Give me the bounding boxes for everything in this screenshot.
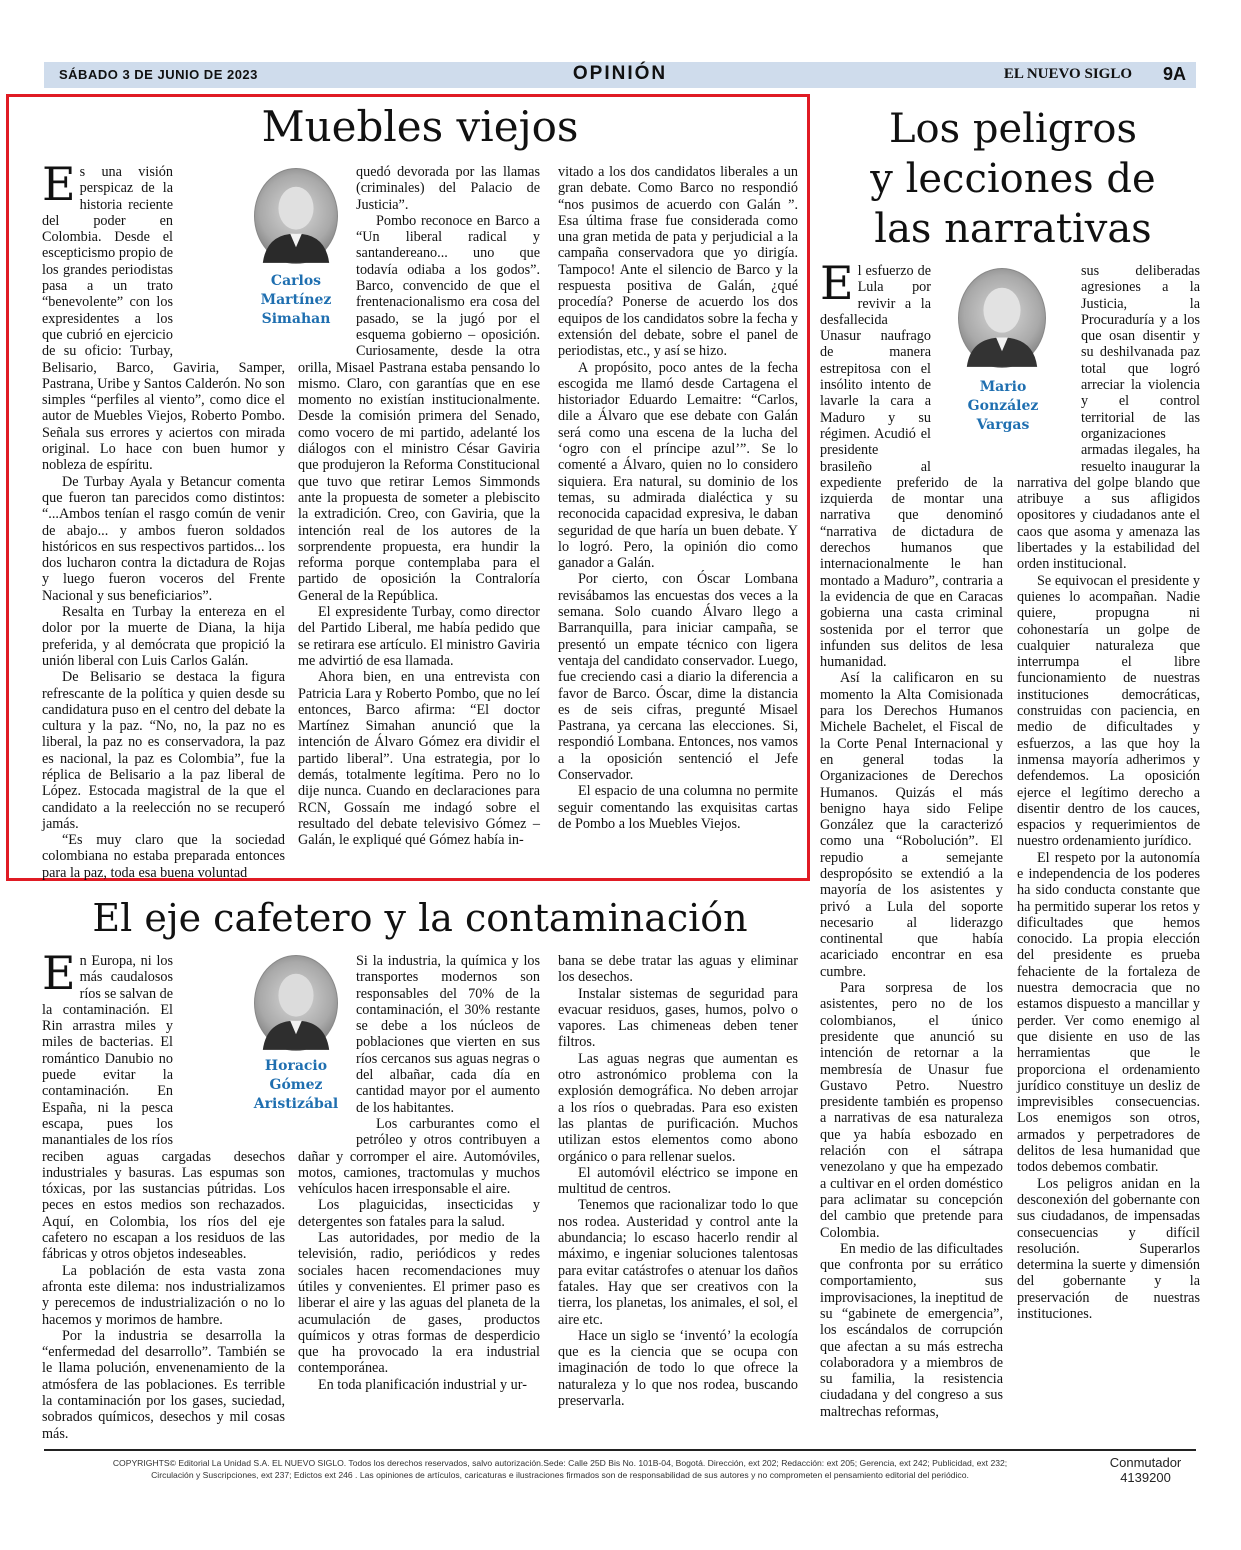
paragraph: A propósito, poco antes de la fecha escogida me llamó desde Cartagena el historiador Eduardo Lemaitre: “Carlos, dile a Álvaro que ese debate con Galán será como una escena de la lucha del ‘ogro con el príncipe azul’”. Se lo comenté a Álvaro, quien no lo considero siquiera. Era natural, su dominio de los temas, su admirada dialéctica y su reconocida capacidad expresiva, le daban seguridad de que haría un buen debate. Y lo logró. Pero, la opinión dio como ganador a Galán. [558, 359, 798, 572]
paragraph: El respeto por la autonomía e independencia de los poderes ha sido conducta constante que ha permitido superar los retos y dificultades que hemos conocido. La propia elección del presidente es prueba fehaciente de la fortaleza de nuestra democracia que no estamos dispuesto a mancillar y perder. Ver como enemigo al que disiente en uso de las herramientas que le proporciona el ordenamiento jurídico constituye un desliz de imprevisibles consecuencias. Los enemigos son otros, armados y perpetradores de delitos de lesa humanidad que todos debemos combatir. [1017, 849, 1200, 1176]
paragraph: Hace un siglo se ‘inventó’ la ecología que es la ciencia que se ocupa con imaginación de todo lo que ofrece la naturaleza y lo que nos rodea, buscando preservarla. [558, 1327, 798, 1410]
title-line: las narrativas [874, 206, 1152, 252]
paragraph: La población de esta vasta zona afronta este dilema: nos industrializamos y perecemos de industrialización o no lo hacemos y morimos de hambre. [42, 1262, 285, 1328]
author-last-name: González [967, 398, 1039, 414]
page-number: 9A [1162, 64, 1186, 84]
drop-cap: E [820, 256, 854, 310]
article-title-los-peligros [818, 104, 1208, 254]
paragraph: sus deliberadas agresiones a la Justicia, la Procuraduría y a los que osan disentir y su deshilvanada paz total que logró arreciar la violencia y el control territorial de las organizaciones armadas ilegales, ha resuelto inaugurar la narrativa del golpe blando que atribuye a sus afligidos opositores y ciudadanos ante el caos que asoma y amenaza las libertades y la estabilidad del orden institucional. [1017, 263, 1200, 573]
paragraph: Por la industria se desarrolla la “enfermedad del desarrollo”. También se le llama polución, envenenamiento de la atmósfera de las poblaciones. Es terrible la contaminación por los gases, suciedad, sobrados químicos, desechos y mil cosas más. [42, 1327, 285, 1442]
footer-rule [44, 1449, 1196, 1451]
paragraph: Resalta en Turbay la entereza en el dolor por la muerte de Diana, la hija preferida, y al demócrata que propició la unión liberal con Luis Carlos Galán. [42, 604, 285, 669]
paragraph: Ahora bien, en una entrevista con Patricia Lara y Roberto Pombo, que no leí entonces, Barco afirma: “El doctor Martínez Simahan anunció que la intención de Álvaro Gómez era dividir el partido liberal”. Una estrategia, por lo demás, totalmente legítima. Pero no lo dije nunca. Cuando en declaraciones para RCN, Gossaín me indagó sobre el resultado del debate televisivo Gómez – Galán, le expliqué qué Gómez había in- [298, 669, 540, 849]
header-date: SÁBADO 3 DE JUNIO DE 2023 [59, 67, 258, 82]
author-last-name: Gómez [269, 1077, 323, 1093]
paragraph-text: n Europa, ni los más caudalosos ríos se salvan de la contaminación. El Rin arrastra miles y miles de bacterias. El romántico Danubio no puede evitar la contaminación. En España, ni la pesca escapa, pues los manantiales de los ríos reciben aguas cargadas desechos industriales y basuras. Las espumas son tóxicas, por las sustancias pútridas. Los peces en estos medios son rechazados. Aquí, en Colombia, los ríos del eje cafetero no escapan a los residuos de las fábricas y otros objetos indeseables. [42, 953, 285, 1263]
paragraph: “Es muy claro que la sociedad colombiana no estaba preparada entonces para la paz, toda esa buena voluntad [42, 832, 285, 881]
paragraph: Para sorpresa de los asistentes, pero no de los colombianos, el único presidente que anunció su intención de retornar a la membresía de Unasur fue Gustavo Petro. Nuestro presidente también es propenso a narrativas de esa naturaleza que ya había esbozado en relación con el sátrapa venezolano y que ha empezado a cultivar en el orden doméstico para aclimatar su concepción del cambio que pretende para Colombia. [820, 980, 1003, 1241]
footer-line: Circulación y Suscripciones, ext 237; Edictos ext 246 . Las opiniones de artículos, caricaturas e ilustraciones firmados son de responsabilidad de sus autores y no comprometen el pensamiento editorial del periódico. [151, 1470, 969, 1480]
paragraph: Se equivocan el presidente y quienes lo acompañan. Nadie quiere, propugna ni cohonestaría un golpe de cualquier naturaleza que interrumpa el libre funcionamiento de nuestras instituciones democráticas, construidas con paciencia, en medio de dificultades y esfuerzos, a las que hoy la inmensa mayoría adherimos y defendemos. La oposición ejerce el legítimo derecho a disentir dentro de los cauces, espacios y requerimientos de nuestro ordenamiento jurídico. [1017, 572, 1200, 850]
section-title: OPINIÓN [572, 63, 668, 84]
page-header [44, 62, 1196, 88]
switchboard-number: 4139200 [1120, 1470, 1171, 1485]
article-column [42, 157, 285, 881]
article-column [42, 946, 285, 1442]
article-column [298, 164, 540, 869]
title-line: Los peligros [888, 106, 1138, 152]
paragraph: bana se debe tratar las aguas y eliminar los desechos. [558, 953, 798, 986]
paragraph-text: l esfuerzo de Lula por revivir a la desfallecida Unasur naufrago de manera estrepitosa con el insólito intento de lavarle la cara a Maduro y su régimen. Acudió el presidente brasileño al expediente preferido de la izquierda de montar una narrativa que denominó “narrativa de dictadura de derechos humanos que internacionalmente le han montado a Maduro”, contraria a la evidencia de que en Caracas gobierna una casta criminal sostenida por el terror que infunden sus delitos de lesa humanidad. [820, 263, 1003, 671]
paragraph: En toda planificación industrial y ur- [318, 1376, 527, 1393]
author-last-name-2: Simahan [261, 311, 331, 327]
article-column [558, 953, 798, 1438]
paragraph: El espacio de una columna no permite seguir comentando las exquisitas cartas de Pombo a los Muebles Viejos. [558, 783, 798, 832]
copyright-footer [60, 1457, 1060, 1481]
article-column [820, 256, 1003, 1435]
paragraph: Los plaguicidas, insecticidas y detergentes son fatales para la salud. [298, 1197, 540, 1230]
article-column [558, 164, 798, 869]
paragraph: Las aguas negras que aumentan es otro astronómico problema con la explosión demográfica. No deben arrojar a los ríos o quebradas. Para eso existen las plantas de purificación. Muchos utilizan estos elementos como abono orgánico o para rellenar suelos. [558, 1050, 798, 1165]
author-first-name: Mario [979, 379, 1027, 395]
article-column [298, 953, 540, 1438]
paragraph: De Turbay Ayala y Betancur comenta que fueron tan parecidos como distintos: “...Ambos tenían el rasgo común de venir de abajo... y ambos fueron soldados históricos en sus respectivos partidos... los dos lucharon contra la dictadura de Rojas y luego fueron voceros del Frente Nacional y sus beneficiarios”. [42, 473, 285, 604]
footer-line: COPYRIGHTS© Editorial La Unidad S.A. EL NUEVO SIGLO. Todos los derechos reservados, salvo autorización.Sede: Calle 25D Bis No. 101B-04, Bogotá. Dirección, ext 202; Redacción: ext 205; Gerencia, ext 242; Publicidad, ext 232; [112, 1458, 1008, 1468]
author-last-name: Martínez [260, 292, 332, 308]
author-first-name: Horacio [264, 1058, 328, 1074]
paragraph-text: s una visión perspicaz de la historia reciente del poder en Colombia. Desde el escepticismo propio de los grandes periodistas pasa a un trato “benevolente” con los expresidentes a los que cubrió en ejercicio de su oficio: Turbay, Belisario, Barco, Gaviria, Samper, Pastrana, Uribe y Santos Calderón. No son simples “perfiles al viento”, como dice el autor de Muebles Viejos, Roberto Pombo. Señala sus errores y aciertos con mirada original. Lo hace con buen humor y nobleza de espíritu. [42, 164, 285, 474]
paragraph: Si la industria, la química y los transportes modernos son responsables del 70% de la contaminación, el 30% restante se debe a los núcleos de poblaciones que vierten en sus ríos cercanos sus aguas negras o del albañar, cada día en cantidad mayor por el aumento de los habitantes. [356, 953, 540, 1116]
author-first-name: Carlos [270, 273, 322, 289]
author-last-name-2: Aristizábal [253, 1096, 339, 1112]
paragraph: Los peligros anidan en la desconexión del gobernante con sus ciudadanos, de impensadas consecuencias y difícil resolución. Superarlos determina la suerte y dimensión del gobernante y la preservación de nuestras instituciones. [1017, 1175, 1200, 1322]
paragraph: Por cierto, con Óscar Lombana revisábamos las encuestas dos veces a la semana. Solo cuando Álvaro llego a Barranquilla, para iniciar campaña, se presentó un empate técnico con ligera ventaja del candidato conservador. Luego, fue creciendo casi a diario la diferencia a favor de Barco. Óscar, dime la distancia es de seis cifras, pregunté Misael Pastrana, ya cercana las elecciones. Si, respondió Lombana. Entonces, nos vamos a la oposición sentenció el Jefe Conservador. [558, 571, 798, 783]
paragraph: El automóvil eléctrico se impone en multitud de centros. [558, 1164, 798, 1198]
paragraph: Pombo reconoce en Barco a “Un liberal radical y santandereano... uno que todavía odiaba a los godos”. Barco, convencido de que el frentenacionalismo era cosa del pasado, se la jugó por el esquema gobierno – oposición. Curiosamente, desde la otra orilla, Misael Pastrana estaba pensando lo mismo. Claro, con garantías que en ese momento no existían institucionalmente. Desde la comisión primera del Senado, como vocero de mi partido, adelanté los diálogos con el ministro César Gaviria que produjeron la Reforma Constitucional que tuvo que retirar Lemos Simmonds ante la propuesta de someter a plebiscito la extradición. Creo, con Gaviria, que la intención real de los autores de la sorprendente propuesta, era hundir la reforma porque contemplaba para el partido de oposición la Contraloría General de la República. [298, 212, 540, 604]
author-last-name-2: Vargas [976, 417, 1030, 433]
paragraph: Instalar sistemas de seguridad para evacuar residuos, gases, humos, polvo o vapores. Las chimeneas deben tener filtros. [558, 985, 798, 1051]
article-title-muebles-viejos: Muebles viejos [261, 102, 579, 151]
switchboard-label: Conmutador [1109, 1455, 1182, 1470]
article-column [1017, 263, 1200, 1435]
newspaper-name: EL NUEVO SIGLO [1003, 66, 1132, 82]
paragraph: Así la calificaron en su momento la Alta Comisionada para los Derechos Humanos Michele Bachelet, el Fiscal de la Corte Penal Internacional y en general todas la Organizaciones de Derechos Humanos. Quizás el más benigno haya sido Felipe González que la caracterizó como una “Robolución”. El repudio a semejante despropósito se extendió a la mayoría de los asistentes y privó a Lula del soporte necesario al liderazgo continental que había acariciado encontrar en esa cumbre. [820, 670, 1003, 980]
drop-cap: E [42, 946, 76, 1000]
paragraph: Tenemos que racionalizar todo lo que nos rodea. Austeridad y control ante la abundancia; lo escaso hacerlo rendir al máximo, e ingeniar soluciones talentosas para evitar catástrofes o atenuar los daños fatales. Hay que ser creativos con la tierra, los planetas, los animales, el sol, el aire etc. [558, 1197, 798, 1328]
article-title-eje-cafetero: El eje cafetero y la contaminación [92, 896, 748, 940]
paragraph: quedó devorada por las llamas (criminales) del Palacio de Justicia”. [356, 164, 540, 213]
paragraph: En medio de las dificultades que confronta por su errático comportamiento, sus improvisaciones, la ineptitud de su “gabinete de emergencia”, los escándalos de corrupción que afectan a su más estrecha colaboradora y a miembros de su familia, la resistencia ciudadana y del congreso a sus maltrechas reformas, [820, 1240, 1003, 1420]
paragraph: De Belisario se destaca la figura refrescante de la política y quien desde su candidatura puso en el centro del debate la cultura y la paz. “No, no, la paz no es liberal, la paz no es conservadora, la paz es nacional, la paz es Colombia”, fue la réplica de Belisario a la paz liberal de López. Estocada magistral de la que el candidato a la reelección no se recuperó jamás. [42, 669, 285, 832]
paragraph: vitado a los dos candidatos liberales a un gran debate. Como Barco no respondió “nos pusimos de acuerdo con Galán ”. Esa última frase fue considerada como una gran metida de pata y perjudicial a la campaña conservadora que yo dirigía. Tampoco! Ante el silencio de Barco y la respuesta positiva de Galán, ¿qué procedía? Ponerse de acuerdo los dos equipos de los candidatos sobre la fecha y extensión del debate, sobre el panel de periodistas, etc., y así se hizo. [558, 164, 798, 360]
switchboard-info [1098, 1455, 1193, 1485]
drop-cap: E [42, 157, 76, 211]
title-line: y lecciones de [870, 156, 1156, 202]
paragraph: Las autoridades, por medio de la televisión, radio, periódicos y redes sociales hacen recomendaciones muy útiles y convenientes. El primer paso es liberar el aire y las aguas del planeta de la acumulación de gases, productos químicos y otras formas de desperdicio que ha provocado la era industrial contemporánea. [298, 1230, 540, 1377]
paragraph: El expresidente Turbay, como director del Partido Liberal, me había pedido que se retirara ese artículo. El ministro Gaviria me advirtió de esa llamada. [298, 604, 540, 669]
paragraph: Los carburantes como el petróleo y otros contribuyen a dañar y corromper el aire. Automóviles, motos, camiones, tractomulas y muchos vehículos hacen irresponsable el aire. [298, 1115, 540, 1198]
